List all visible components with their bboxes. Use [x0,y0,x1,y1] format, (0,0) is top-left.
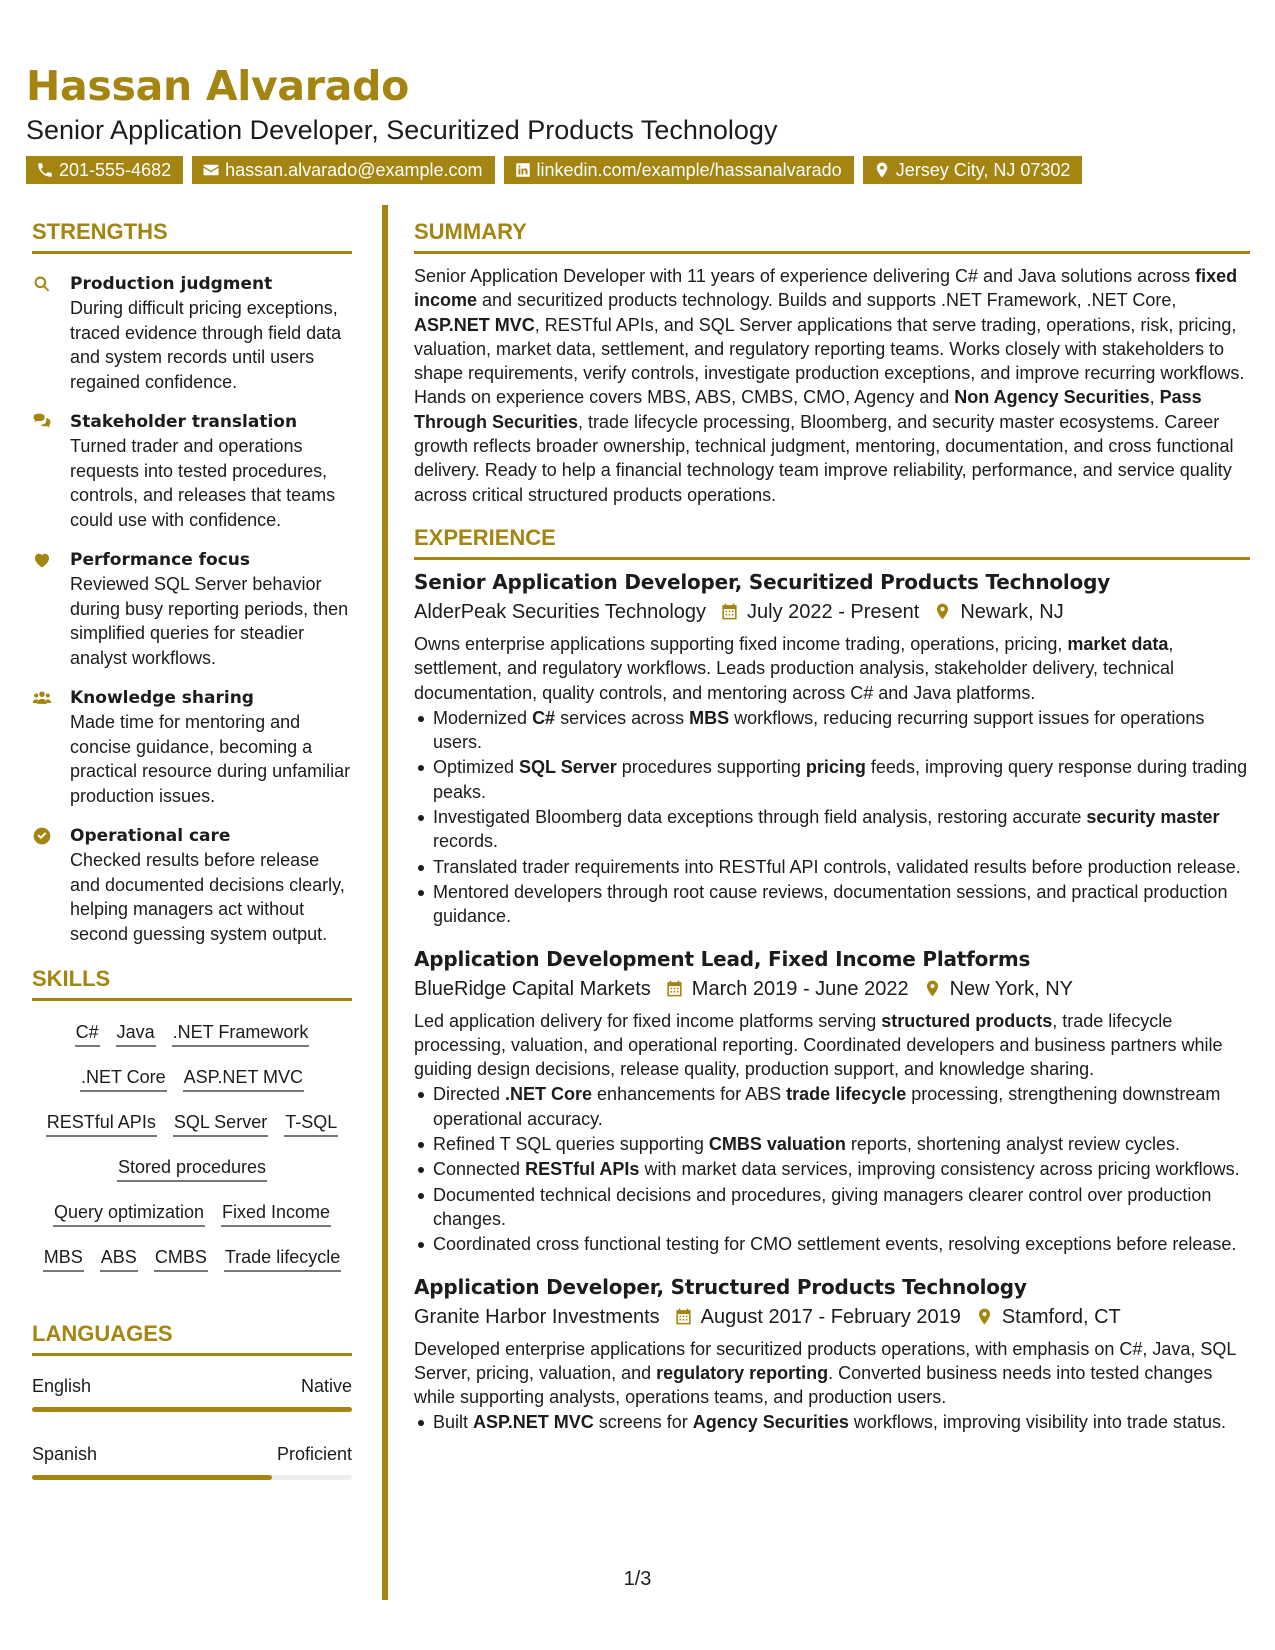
contact-email-text: hassan.alvarado@example.com [225,159,483,180]
strength-text: Turned trader and operations requests into tested procedures, controls, and releases that teams could use with confidence. [70,436,336,530]
contact-location-text: Jersey City, NJ 07302 [895,159,1071,180]
skill-tag: Java [116,1020,156,1047]
map-pin-icon [975,1307,994,1326]
strength-text: Reviewed SQL Server behavior during busy reporting periods, then simplified queries for steadier analyst workflows. [70,574,349,668]
experience-heading: EXPERIENCE [414,525,1250,560]
job-title: Application Development Lead, Fixed Income Platforms [414,946,1031,971]
job-dates: July 2022 - Present [747,600,920,623]
job-bullet: Connected RESTful APIs with market data services, improving consistency across pricing workflows. [414,1157,1250,1181]
skills-heading: SKILLS [32,966,352,1001]
job-bullet: Translated trader requirements into RESTful API controls, validated results before production release. [414,855,1250,879]
job-meta [414,975,1250,1003]
column-divider [382,205,388,1600]
map-pin-icon [873,161,891,179]
calendar-icon [720,602,739,621]
job-bullet: Refined T SQL queries supporting CMBS valuation reports, shortening analyst review cycles. [414,1132,1250,1156]
strength-title: Performance focus [70,550,251,570]
skill-tag: Trade lifecycle [224,1245,341,1272]
languages-heading: LANGUAGES [32,1321,352,1356]
strength-item [32,410,352,532]
strength-item [32,686,352,808]
skill-tag: SQL Server [173,1110,268,1137]
skill-tag: MBS [43,1245,84,1272]
envelope-icon [202,161,220,179]
skill-row [32,1236,352,1281]
summary-text: Senior Application Developer with 11 years of experience delivering C# and Java solutions across fixed income and securitized products technology. Builds and supports .NET Framework, .NET Core, ASP.NET MVC, RESTful APIs, and SQL Server applications that serve trading, operations, risk, pricing, valuation, market data, settlement, and regulatory reporting teams. Works closely with stakeholders to shape requirements, verify controls, investigate production exceptions, and improve recurring workflows. Hands on experience covers MBS, ABS, CMBS, CMO, Agency and Non Agency Securities, Pass Through Securities, trade lifecycle processing, Bloomberg, and security master ecosystems. Career growth reflects broader ownership, technical judgment, mentoring, documentation, and cross functional delivery. Ready to help a financial technology team improve reliability, performance, and service quality across critical structured products operations. [414,266,1245,505]
job-meta [414,598,1250,626]
contact-linkedin[interactable] [504,156,854,184]
job-bullet: Directed .NET Core enhancements for ABS trade lifecycle processing, strengthening downstream operational accuracy. [414,1082,1250,1131]
skill-row [32,1191,352,1236]
job-title: Application Developer, Structured Products Technology [414,1274,1027,1299]
skill-tag: Stored procedures [117,1155,267,1182]
skill-tag: ASP.NET MVC [183,1065,304,1092]
strength-title: Production judgment [70,274,273,294]
job-entry [414,1273,1250,1435]
contact-linkedin-text: linkedin.com/example/hassanalvarado [536,159,842,180]
summary-heading: SUMMARY [414,219,1250,254]
job-bullet: Built ASP.NET MVC screens for Agency Securities workflows, improving visibility into trade status. [414,1410,1250,1434]
skill-tag: T-SQL [284,1110,338,1137]
left-column [32,219,352,1480]
skill-tag: .NET Core [80,1065,167,1092]
job-company: AlderPeak Securities Technology [414,600,707,623]
language-level: Native [300,1376,352,1396]
job-description: Developed enterprise applications for securitized products operations, with emphasis on C#, Java, SQL Server, pricing, valuation, and regulatory reporting. Converted business needs into tested changes while supporting analysts, operations teams, and production users. [414,1338,1236,1408]
language-item [32,1442,352,1480]
job-bullet: Documented technical decisions and procedures, giving managers clearer control over production changes. [414,1183,1250,1232]
check-circle-icon [32,826,52,846]
heart-icon [32,550,52,570]
contact-bar [26,156,1251,184]
skills-list [32,1011,352,1281]
job-dates: August 2017 - February 2019 [700,1305,961,1328]
job-meta [414,1303,1250,1331]
strength-item [32,548,352,670]
skill-tag: RESTful APIs [46,1110,157,1137]
chat-icon [32,412,52,432]
right-column [414,219,1250,1436]
candidate-name: Hassan Alvarado [26,62,409,110]
strength-text: During difficult pricing exceptions, traced evidence through field data and system records until users regained confidence. [70,298,342,392]
phone-icon [36,161,54,179]
strength-item [32,824,352,946]
job-entry [414,568,1250,929]
skill-tag: ABS [100,1245,138,1272]
job-title: Senior Application Developer, Securitized Products Technology [414,569,1111,594]
strengths-list [32,272,352,946]
search-icon [32,274,52,294]
map-pin-icon [923,979,942,998]
skill-row [32,1101,352,1146]
candidate-title: Senior Application Developer, Securitized Products Technology [26,115,778,145]
language-bar [32,1475,352,1480]
contact-email[interactable] [192,156,494,184]
language-name: English [32,1376,92,1396]
contact-location [863,156,1083,184]
users-icon [32,688,52,708]
job-bullet: Mentored developers through root cause reviews, documentation sessions, and practical production guidance. [414,880,1250,929]
job-bullet: Modernized C# services across MBS workflows, reducing recurring support issues for operations users. [414,706,1250,755]
language-bar-fill [32,1407,352,1412]
job-bullet: Investigated Bloomberg data exceptions through field analysis, restoring accurate security master records. [414,805,1250,854]
job-bullet: Optimized SQL Server procedures supporting pricing feeds, improving query response during trading peaks. [414,755,1250,804]
job-bullet: Coordinated cross functional testing for CMO settlement events, resolving exceptions before release. [414,1232,1250,1256]
job-dates: March 2019 - June 2022 [691,977,909,1000]
skill-tag: .NET Framework [172,1020,310,1047]
strength-item [32,272,352,394]
calendar-icon [665,979,684,998]
skill-row [32,1146,352,1191]
language-item [32,1374,352,1412]
job-entry [414,945,1250,1257]
strength-title: Operational care [70,826,231,846]
skill-tag: CMBS [154,1245,208,1272]
job-description: Owns enterprise applications supporting fixed income trading, operations, pricing, market data, settlement, and regulatory workflows. Leads production analysis, stakeholder delivery, technical documentation, quality controls, and mentoring across C# and Java platforms. [414,633,1175,703]
job-company: BlueRidge Capital Markets [414,977,651,1000]
skill-tag: Fixed Income [221,1200,331,1227]
strength-text: Made time for mentoring and concise guidance, becoming a practical resource during unfamiliar production issues. [70,712,351,806]
job-company: Granite Harbor Investments [414,1305,660,1328]
contact-phone-text: 201-555-4682 [59,159,172,180]
job-description: Led application delivery for fixed income platforms serving structured products, trade lifecycle processing, valuation, and operational reporting. Coordinated developers and business partners while guiding design decisions, release quality, production support, and knowledge sharing. [414,1010,1223,1080]
skill-tag: Query optimization [53,1200,205,1227]
strength-title: Knowledge sharing [70,688,254,708]
language-bar-fill [32,1475,272,1480]
skill-row [32,1011,352,1056]
job-location: Stamford, CT [1001,1305,1121,1328]
job-bullets [414,706,1250,929]
strengths-heading: STRENGTHS [32,219,352,254]
map-pin-icon [933,602,952,621]
skill-row [32,1056,352,1101]
skill-tag: C# [75,1020,100,1047]
linkedin-icon [514,161,532,179]
job-bullets [414,1410,1250,1434]
language-level: Proficient [276,1444,352,1464]
experience-list [414,568,1250,1435]
job-location: Newark, NJ [960,600,1064,623]
strength-text: Checked results before release and documented decisions clearly, helping managers act without second guessing system output. [70,850,345,944]
resume-header [26,62,1251,184]
page-number: 1/3 [623,1568,652,1590]
language-bar [32,1407,352,1412]
job-bullets [414,1082,1250,1256]
language-name: Spanish [32,1444,98,1464]
contact-phone[interactable] [26,156,183,184]
strength-title: Stakeholder translation [70,412,298,432]
calendar-icon [674,1307,693,1326]
job-location: New York, NY [949,977,1073,1000]
